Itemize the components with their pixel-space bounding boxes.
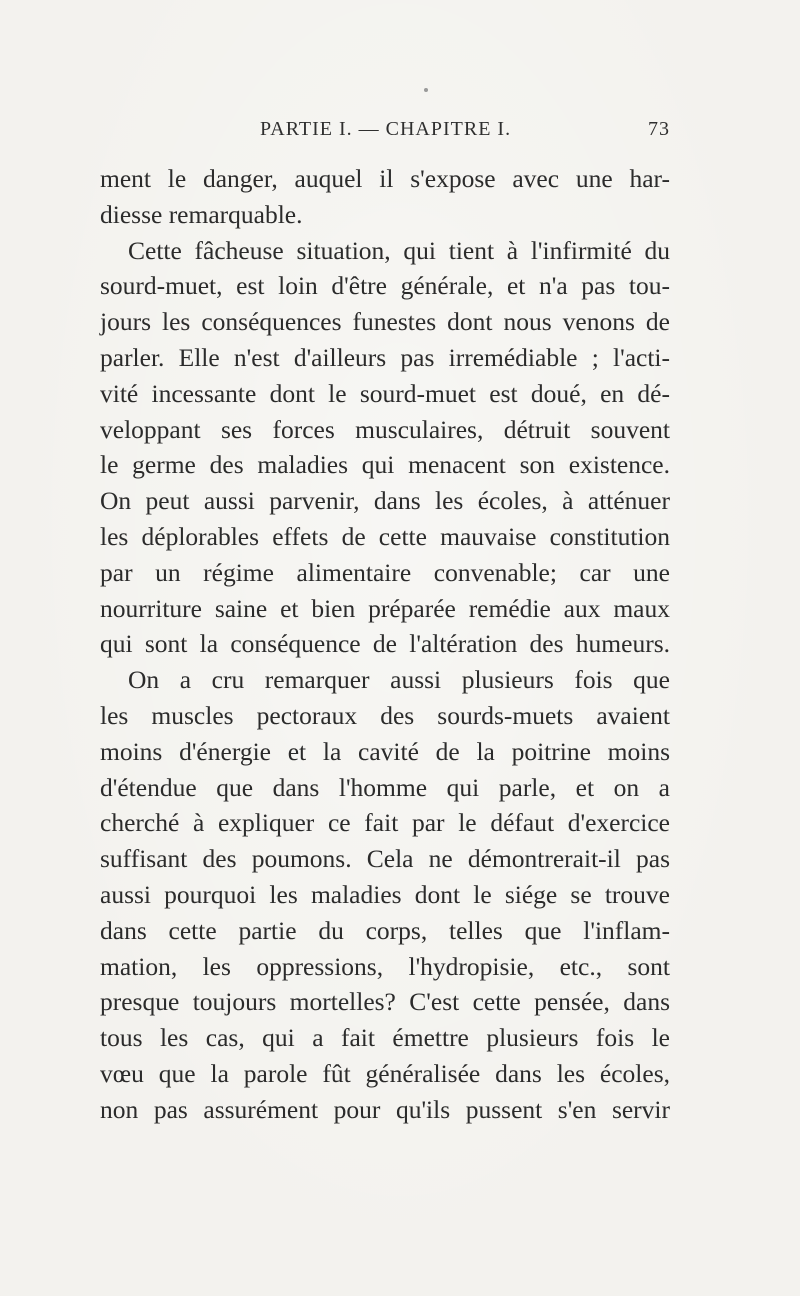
ink-dot [424, 88, 428, 92]
body-text [100, 161, 670, 1128]
text-line: vité incessante dont le sourd-muet est doué, en dé- [100, 378, 670, 408]
text-line: les muscles pectoraux des sourds-muets avaient [100, 700, 670, 730]
text-line: parler. Elle n'est d'ailleurs pas irremédiable ; l'acti- [100, 342, 670, 372]
page-number: 73 [648, 118, 670, 140]
text-line: non pas assurément pour qu'ils pussent s'en servir [100, 1094, 670, 1124]
text-line: sourd-muet, est loin d'être générale, et n'a pas tou- [100, 271, 670, 301]
text-line: Cette fâcheuse situation, qui tient à l'infirmité du [128, 235, 670, 265]
text-line: ment le danger, auquel il s'expose avec une har- [100, 164, 670, 193]
text-line: presque toujours mortelles? C'est cette pensée, dans [100, 987, 670, 1017]
text-line: dans cette partie du corps, telles que l'inflam- [100, 915, 670, 945]
text-line: mation, les oppressions, l'hydropisie, etc., sont [100, 951, 670, 981]
text-line: qui sont la conséquence de l'altération des humeurs. [100, 629, 670, 659]
text-line: aussi pourquoi les maladies dont le siége se trouve [100, 879, 670, 909]
text-line: tous les cas, qui a fait émettre plusieurs fois le [100, 1023, 670, 1053]
text-line: veloppant ses forces musculaires, détruit souvent [100, 414, 670, 444]
text-line: nourriture saine et bien préparée remédie aux maux [100, 593, 670, 623]
text-line: On a cru remarquer aussi plusieurs fois que [128, 665, 670, 695]
running-head [100, 118, 670, 146]
text-line: diesse remarquable. [100, 199, 303, 229]
text-line: jours les conséquences funestes dont nous venons de [100, 307, 670, 337]
text-line: par un régime alimentaire convenable; car une [100, 557, 670, 587]
text-line: moins d'énergie et la cavité de la poitrine moins [100, 736, 670, 766]
text-line: suffisant des poumons. Cela ne démontrerait-il pas [100, 844, 670, 874]
text-line: On peut aussi parvenir, dans les écoles, à atténuer [100, 486, 670, 516]
text-line: vœu que la parole fût généralisée dans les écoles, [100, 1058, 670, 1088]
text-line: le germe des maladies qui menacent son existence. [100, 450, 670, 480]
running-title: PARTIE I. — CHAPITRE I. [260, 118, 512, 140]
text-line: cherché à expliquer ce fait par le défaut d'exercice [100, 808, 670, 838]
text-line: les déplorables effets de cette mauvaise constitution [100, 521, 670, 551]
text-line: d'étendue que dans l'homme qui parle, et on a [100, 772, 670, 802]
